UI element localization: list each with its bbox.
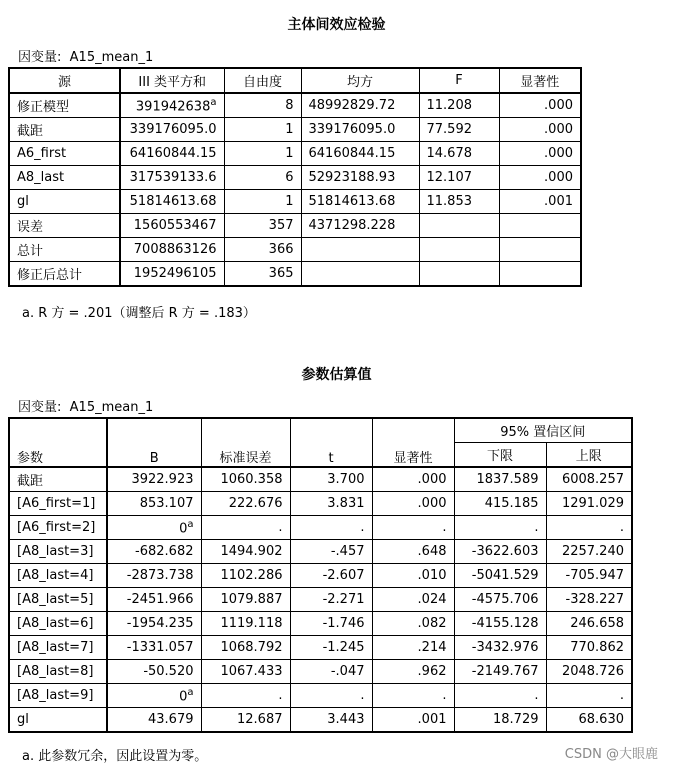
b-cell (107, 588, 201, 612)
b-cell-value: 43.679 (148, 712, 194, 727)
param-cell-value: [A6_first=1] (17, 496, 96, 511)
ms-cell (301, 166, 419, 190)
se-cell (201, 564, 290, 588)
t-cell-value: -1.746 (322, 616, 365, 631)
b-cell (107, 492, 201, 516)
t-cell (290, 540, 372, 564)
t-cell (290, 636, 372, 660)
sig-cell-value: .962 (417, 664, 447, 679)
sig-cell-value: .000 (544, 170, 573, 185)
sig-cell-value: .214 (417, 640, 447, 655)
sig-cell-value: .000 (544, 146, 573, 161)
sig-cell (372, 467, 454, 492)
f-cell (419, 118, 499, 142)
b-cell-value: -682.682 (135, 544, 194, 559)
upper-cell (546, 467, 632, 492)
ss-cell (120, 93, 224, 118)
b-cell (107, 564, 201, 588)
t-cell-value: -.457 (330, 544, 365, 559)
param-cell-value: [A8_last=3] (17, 544, 94, 559)
b-cell-value: 0 (179, 689, 188, 705)
source-cell-value: 修正模型 (17, 100, 70, 115)
f-cell (419, 166, 499, 190)
source-cell (9, 142, 120, 166)
ms-cell (301, 214, 419, 238)
se-cell (201, 492, 290, 516)
footnote-marker: a (187, 686, 194, 698)
source-cell-value: A8_last (17, 170, 65, 185)
upper-cell (546, 708, 632, 733)
table-row (9, 636, 632, 660)
table-row (9, 588, 632, 612)
upper-cell-value: 770.862 (570, 640, 624, 655)
param-cell (9, 492, 107, 516)
t-cell-value: . (360, 688, 365, 703)
se-cell (201, 684, 290, 708)
df-cell (224, 262, 301, 287)
sig-cell-value: .000 (417, 496, 447, 511)
header-parameter: 参数 (9, 418, 107, 467)
ss-cell (120, 118, 224, 142)
param-cell-value: [A6_first=2] (17, 520, 96, 535)
param-cell-value: [A8_last=5] (17, 592, 94, 607)
lower-cell (454, 588, 546, 612)
se-cell-value: 1060.358 (220, 472, 283, 487)
df-cell-value: 1 (285, 194, 294, 209)
se-cell (201, 588, 290, 612)
t-cell-value: 3.831 (327, 496, 365, 511)
sig-cell (499, 262, 581, 287)
b-cell-value: -1954.235 (126, 616, 194, 631)
ss-cell (120, 262, 224, 287)
param-cell (9, 564, 107, 588)
lower-cell-value: 1837.589 (476, 472, 539, 487)
df-cell (224, 93, 301, 118)
table-header-row (9, 68, 581, 93)
ms-cell-value: 51814613.68 (308, 194, 396, 209)
sig-cell (372, 636, 454, 660)
source-cell-value: 总计 (17, 244, 44, 259)
source-cell-value: 修正后总计 (17, 268, 83, 283)
lower-cell (454, 467, 546, 492)
se-cell (201, 540, 290, 564)
param-cell (9, 708, 107, 733)
df-cell (224, 142, 301, 166)
lower-cell-value: -3622.603 (471, 544, 539, 559)
ms-cell (301, 93, 419, 118)
lower-cell (454, 492, 546, 516)
table-row (9, 118, 581, 142)
lower-cell-value: -2149.767 (471, 664, 539, 679)
lower-cell-value: . (534, 520, 539, 535)
param-cell-value: [A8_last=9] (17, 688, 94, 703)
ms-cell (301, 238, 419, 262)
param-cell-value: [A8_last=4] (17, 568, 94, 583)
dependent-value: A15_mean_1 (69, 400, 154, 415)
footnote-marker: a (210, 96, 217, 108)
sig-cell-value: .082 (417, 616, 447, 631)
ss-cell-value: 339176095.0 (129, 122, 217, 137)
param-cell (9, 516, 107, 540)
header-lower-bound: 下限 (454, 443, 546, 468)
footnote-marker: a (187, 518, 194, 530)
se-cell-value: 1068.792 (220, 640, 283, 655)
lower-cell-value: -5041.529 (471, 568, 539, 583)
sig-cell (499, 93, 581, 118)
table-row (9, 166, 581, 190)
ms-cell (301, 118, 419, 142)
parameter-estimates-table (8, 417, 633, 733)
b-cell (107, 516, 201, 540)
table1-title: 主体间效应检验 (287, 17, 386, 33)
lower-cell (454, 636, 546, 660)
dependent-label: 因变量: (18, 50, 62, 65)
header-f: F (419, 68, 499, 93)
sig-cell-value: .000 (544, 122, 573, 137)
source-cell (9, 93, 120, 118)
table-row (9, 516, 632, 540)
b-cell (107, 540, 201, 564)
t-cell (290, 588, 372, 612)
header-std-error: 标准误差 (201, 418, 290, 467)
header-mean-square: 均方 (301, 68, 419, 93)
dependent-value: A15_mean_1 (69, 50, 154, 65)
param-cell-value: 截距 (17, 474, 44, 489)
ms-cell-value: 52923188.93 (308, 170, 396, 185)
se-cell (201, 708, 290, 733)
se-cell (201, 612, 290, 636)
table-row (9, 612, 632, 636)
lower-cell (454, 516, 546, 540)
upper-cell (546, 492, 632, 516)
b-cell-value: -2873.738 (126, 568, 194, 583)
lower-cell-value: -4155.128 (471, 616, 539, 631)
header-sig: 显著性 (372, 418, 454, 467)
sig-cell-value: . (442, 688, 447, 703)
sig-cell (372, 516, 454, 540)
df-cell (224, 166, 301, 190)
table-row (9, 142, 581, 166)
df-cell (224, 118, 301, 142)
f-cell (419, 262, 499, 287)
ms-cell (301, 190, 419, 214)
t-cell (290, 492, 372, 516)
lower-cell (454, 540, 546, 564)
t-cell-value: 3.443 (327, 712, 365, 727)
upper-cell (546, 660, 632, 684)
se-cell-value: 1079.887 (220, 592, 283, 607)
se-cell-value: . (278, 520, 283, 535)
sig-cell-value: .001 (417, 712, 447, 727)
source-cell-value: A6_first (17, 146, 67, 161)
upper-cell (546, 636, 632, 660)
sig-cell (372, 660, 454, 684)
sig-cell (372, 708, 454, 733)
table-row (9, 262, 581, 287)
sig-cell-value: . (442, 520, 447, 535)
param-cell-value: [A8_last=7] (17, 640, 94, 655)
sig-cell (499, 166, 581, 190)
param-cell (9, 588, 107, 612)
ss-cell-value: 317539133.6 (129, 170, 217, 185)
dependent-label: 因变量: (18, 400, 62, 415)
upper-cell-value: 246.658 (570, 616, 624, 631)
lower-cell (454, 612, 546, 636)
table-row (9, 564, 632, 588)
se-cell-value: 1067.433 (220, 664, 283, 679)
b-cell (107, 636, 201, 660)
table-row (9, 214, 581, 238)
t-cell (290, 660, 372, 684)
t-cell-value: -2.271 (322, 592, 365, 607)
se-cell (201, 660, 290, 684)
header-upper-bound: 上限 (546, 443, 632, 468)
se-cell-value: 1102.286 (220, 568, 283, 583)
f-cell (419, 190, 499, 214)
b-cell (107, 612, 201, 636)
source-cell (9, 190, 120, 214)
upper-cell (546, 540, 632, 564)
t-cell (290, 516, 372, 540)
t-cell (290, 684, 372, 708)
header-confidence-interval: 95% 置信区间 (454, 418, 632, 443)
table-row (9, 660, 632, 684)
lower-cell-value: -3432.976 (471, 640, 539, 655)
param-cell (9, 684, 107, 708)
table-row (9, 684, 632, 708)
upper-cell-value: 2048.726 (561, 664, 624, 679)
table-header-row-1 (9, 418, 632, 443)
upper-cell (546, 588, 632, 612)
table-row (9, 492, 632, 516)
t-cell-value: -1.245 (322, 640, 365, 655)
ss-cell (120, 238, 224, 262)
sig-cell-value: .648 (417, 544, 447, 559)
upper-cell-value: -328.227 (565, 592, 624, 607)
ms-cell-value: 48992829.72 (308, 98, 396, 113)
f-cell (419, 142, 499, 166)
ss-cell-value: 7008863126 (133, 242, 217, 257)
param-cell-value: [A8_last=8] (17, 664, 94, 679)
lower-cell-value: -4575.706 (471, 592, 539, 607)
t-cell-value: -.047 (330, 664, 365, 679)
ss-cell-value: 51814613.68 (129, 194, 217, 209)
ss-cell (120, 166, 224, 190)
ms-cell (301, 142, 419, 166)
header-source: 源 (9, 68, 120, 93)
param-cell (9, 467, 107, 492)
ss-cell (120, 190, 224, 214)
b-cell (107, 684, 201, 708)
lower-cell-value: 415.185 (484, 496, 539, 511)
f-cell-value: 11.853 (426, 194, 472, 209)
se-cell-value: 1119.118 (220, 616, 283, 631)
source-cell (9, 214, 120, 238)
df-cell-value: 357 (268, 218, 294, 233)
t-cell (290, 564, 372, 588)
df-cell-value: 1 (285, 122, 294, 137)
header-type3-ss: III 类平方和 (120, 68, 224, 93)
upper-cell-value: 2257.240 (561, 544, 624, 559)
table1-footnote: a. R 方 = .201（调整后 R 方 = .183） (22, 306, 256, 321)
ms-cell-value: 64160844.15 (308, 146, 396, 161)
sig-cell (372, 540, 454, 564)
ss-cell-value: 64160844.15 (129, 146, 217, 161)
upper-cell-value: . (619, 688, 624, 703)
lower-cell (454, 564, 546, 588)
b-cell-value: -50.520 (143, 664, 194, 679)
lower-cell-value: . (534, 688, 539, 703)
lower-cell (454, 684, 546, 708)
df-cell-value: 366 (268, 242, 294, 257)
b-cell (107, 708, 201, 733)
sig-cell-value: .010 (417, 568, 447, 583)
sig-cell (499, 214, 581, 238)
table2-title: 参数估算值 (301, 367, 372, 383)
sig-cell (499, 118, 581, 142)
param-cell (9, 636, 107, 660)
param-cell-value: gl (17, 712, 29, 727)
upper-cell-value: . (619, 520, 624, 535)
header-sig: 显著性 (499, 68, 581, 93)
sig-cell-value: .000 (544, 98, 573, 113)
sig-cell (372, 492, 454, 516)
upper-cell (546, 564, 632, 588)
se-cell-value: 12.687 (237, 712, 283, 727)
b-cell-value: 853.107 (139, 496, 194, 511)
table-row (9, 467, 632, 492)
source-cell-value: gl (17, 194, 29, 209)
table-row (9, 190, 581, 214)
upper-cell-value: -705.947 (565, 568, 624, 583)
se-cell (201, 467, 290, 492)
lower-cell-value: 18.729 (493, 712, 539, 727)
df-cell-value: 365 (268, 266, 294, 281)
sig-cell-value: .000 (417, 472, 447, 487)
lower-cell (454, 660, 546, 684)
df-cell-value: 1 (285, 146, 294, 161)
f-cell (419, 93, 499, 118)
ss-cell-value: 1952496105 (133, 266, 217, 281)
sig-cell (372, 612, 454, 636)
source-cell (9, 118, 120, 142)
upper-cell-value: 68.630 (578, 712, 624, 727)
upper-cell-value: 6008.257 (561, 472, 624, 487)
sig-cell (499, 142, 581, 166)
sig-cell (372, 564, 454, 588)
tests-of-between-subjects-effects-table (8, 67, 582, 287)
source-cell-value: 截距 (17, 124, 44, 139)
ms-cell-value: 339176095.0 (308, 122, 396, 137)
b-cell-value: -1331.057 (126, 640, 194, 655)
b-cell (107, 660, 201, 684)
b-cell-value: 3922.923 (131, 472, 194, 487)
f-cell (419, 214, 499, 238)
b-cell (107, 467, 201, 492)
header-b: B (107, 418, 201, 467)
source-cell-value: 误差 (17, 220, 44, 235)
table-row (9, 238, 581, 262)
lower-cell (454, 708, 546, 733)
df-cell (224, 238, 301, 262)
b-cell-value: -2451.966 (126, 592, 194, 607)
source-cell (9, 166, 120, 190)
df-cell (224, 214, 301, 238)
sig-cell (372, 588, 454, 612)
se-cell (201, 636, 290, 660)
t-cell (290, 708, 372, 733)
sig-cell-value: .001 (544, 194, 573, 209)
table-row (9, 540, 632, 564)
param-cell (9, 540, 107, 564)
f-cell (419, 238, 499, 262)
table-row (9, 708, 632, 733)
ms-cell-value: 4371298.228 (308, 218, 396, 233)
sig-cell (372, 684, 454, 708)
t-cell (290, 612, 372, 636)
sig-cell-value: .024 (417, 592, 447, 607)
f-cell-value: 77.592 (426, 122, 472, 137)
table-row (9, 93, 581, 118)
se-cell-value: . (278, 688, 283, 703)
ss-cell (120, 142, 224, 166)
param-cell-value: [A8_last=6] (17, 616, 94, 631)
ss-cell-value: 391942638 (135, 99, 211, 115)
t-cell (290, 467, 372, 492)
param-cell (9, 612, 107, 636)
ms-cell (301, 262, 419, 287)
df-cell (224, 190, 301, 214)
upper-cell-value: 1291.029 (561, 496, 624, 511)
upper-cell (546, 516, 632, 540)
header-df: 自由度 (224, 68, 301, 93)
source-cell (9, 238, 120, 262)
f-cell-value: 12.107 (426, 170, 472, 185)
t-cell-value: -2.607 (322, 568, 365, 583)
se-cell (201, 516, 290, 540)
t-cell-value: 3.700 (327, 472, 365, 487)
upper-cell (546, 684, 632, 708)
sig-cell (499, 190, 581, 214)
t-cell-value: . (360, 520, 365, 535)
f-cell-value: 14.678 (426, 146, 472, 161)
sig-cell (499, 238, 581, 262)
ss-cell-value: 1560553467 (133, 218, 217, 233)
watermark: CSDN @大眼鹿 (564, 747, 658, 762)
param-cell (9, 660, 107, 684)
table2-dependent-variable (18, 396, 153, 415)
table2-footnote: a. 此参数冗余，因此设置为零。 (22, 749, 208, 764)
f-cell-value: 11.208 (426, 98, 472, 113)
header-t: t (290, 418, 372, 467)
df-cell-value: 8 (285, 98, 294, 113)
source-cell (9, 262, 120, 287)
se-cell-value: 1494.902 (220, 544, 283, 559)
table1-dependent-variable (18, 46, 153, 65)
se-cell-value: 222.676 (228, 496, 283, 511)
ss-cell (120, 214, 224, 238)
upper-cell (546, 612, 632, 636)
b-cell-value: 0 (179, 521, 188, 537)
df-cell-value: 6 (285, 170, 294, 185)
